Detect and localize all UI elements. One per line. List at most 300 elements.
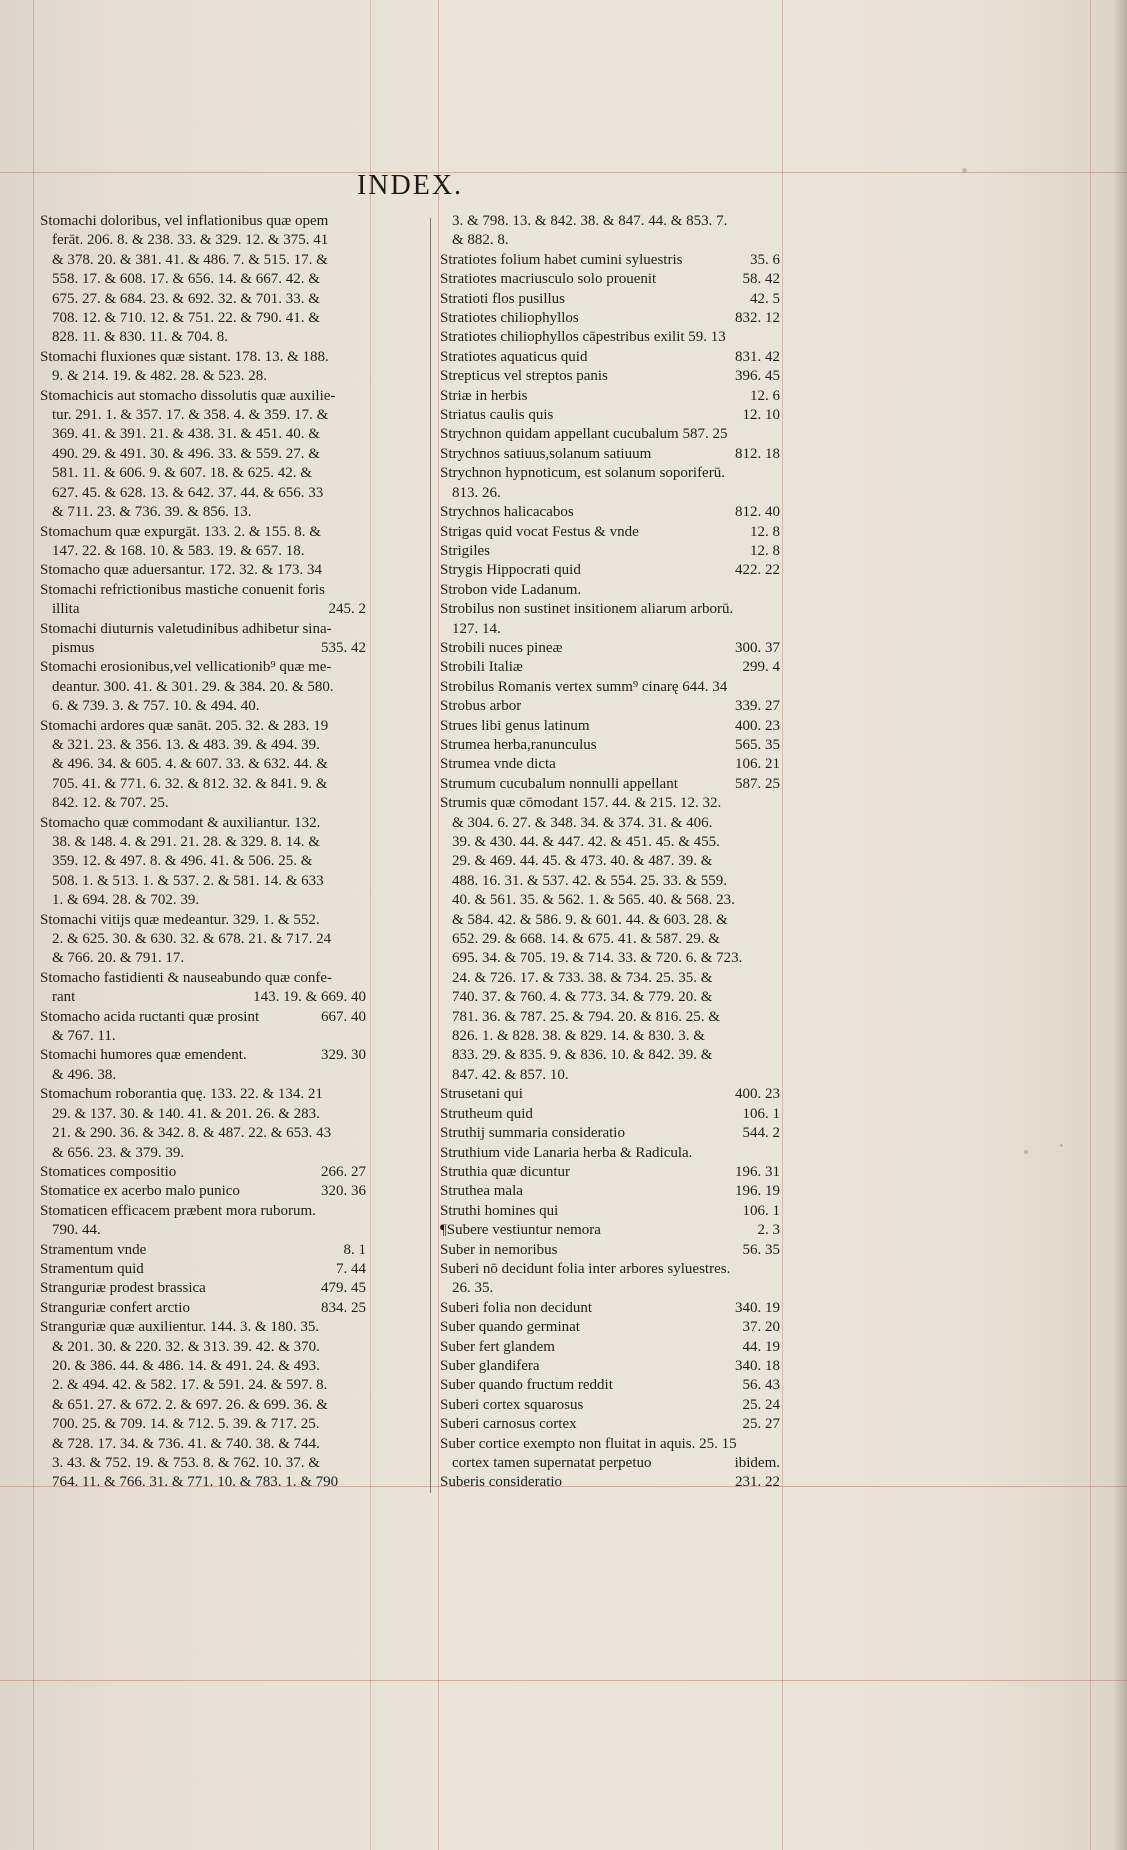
index-column-right <box>440 212 780 1493</box>
index-line <box>440 1241 780 1260</box>
page-reference: 667. 40 <box>321 1008 366 1025</box>
index-line-text: Stomachi refrictionibus mastiche conuenit foris <box>40 581 325 598</box>
page-reference: 245. 2 <box>328 601 366 618</box>
index-line <box>440 387 780 406</box>
index-line-text: Stomachum roborantia quę. 133. 22. & 134. 21 <box>40 1086 323 1103</box>
index-entry <box>440 1415 780 1434</box>
index-line-text: Strusetani qui <box>440 1086 523 1103</box>
index-line-text: 700. 25. & 709. 14. & 712. 5. 39. & 717. 25. <box>52 1416 320 1433</box>
index-line-text: 790. 44. <box>52 1222 101 1239</box>
index-line-text: cortex tamen supernatat perpetuo <box>452 1455 652 1471</box>
index-line-text: ferāt. 206. 8. & 238. 33. & 329. 12. & 375. 41 <box>52 232 329 249</box>
page-reference: 300. 37 <box>735 639 780 656</box>
index-line <box>40 445 366 464</box>
index-line-text: Stomachi diuturnis valetudinibus adhibetur sina- <box>40 620 332 637</box>
index-line-text: Suber glandifera <box>440 1357 540 1374</box>
index-line-text: 627. 45. & 628. 13. & 642. 37. 44. & 656. 33 <box>52 484 324 501</box>
index-line <box>40 581 366 600</box>
index-entry <box>40 1299 366 1318</box>
index-line <box>440 697 780 716</box>
index-line-text: & 496. 38. <box>52 1066 117 1083</box>
index-entry <box>40 1279 366 1298</box>
index-entry <box>440 328 780 347</box>
index-line-text: Stratiotes chiliophyllos <box>440 310 579 327</box>
index-entry <box>440 639 780 658</box>
index-entry <box>440 1144 780 1163</box>
index-entry <box>440 406 780 425</box>
index-line <box>40 464 366 483</box>
page-reference: 422. 22 <box>735 562 780 579</box>
index-entry <box>40 1318 366 1493</box>
index-line <box>40 1144 366 1163</box>
page-reference: 143. 19. & 669. 40 <box>253 989 366 1006</box>
index-line <box>440 852 780 871</box>
index-line-text: Stomatice ex acerbo malo punico <box>40 1183 240 1200</box>
index-line-text: 764. 11. & 766. 31. & 771. 10. & 783. 1. & 790 <box>52 1474 339 1491</box>
index-line <box>40 1124 366 1143</box>
index-line <box>440 1202 780 1221</box>
index-line-text: 705. 41. & 771. 6. 32. & 812. 32. & 841. 9. & <box>52 775 328 792</box>
index-line <box>40 775 366 794</box>
index-line <box>40 1473 366 1492</box>
page-reference: 58. 42 <box>742 271 780 288</box>
index-line-text: 842. 12. & 707. 25. <box>52 795 169 812</box>
index-line-text: deantur. 300. 41. & 301. 29. & 384. 20. & 580. <box>52 678 334 695</box>
index-line-text: & 496. 34. & 605. 4. & 607. 33. & 632. 44. & <box>52 756 328 773</box>
index-line-text: 127. 14. <box>452 620 501 637</box>
index-line-text: Suber quando germinat <box>440 1319 580 1336</box>
page-reference: ibidem. <box>734 1455 780 1471</box>
index-line <box>40 1085 366 1104</box>
index-entry <box>440 1182 780 1201</box>
index-line-text: 29. & 469. 44. 45. & 473. 40. & 487. 39. & <box>452 853 713 870</box>
index-entry <box>440 600 780 639</box>
index-entry <box>440 1105 780 1124</box>
index-line-text: 781. 36. & 787. 25. & 794. 20. & 816. 25. & <box>452 1008 720 1025</box>
index-line <box>40 1046 366 1065</box>
index-line-text: Stranguriæ confert arctio <box>40 1299 190 1316</box>
index-line-text: Stratiotes folium habet cumini syluestris <box>440 251 683 268</box>
index-line-text: Suberi nō decidunt folia inter arbores syluestres. <box>440 1260 731 1277</box>
index-line <box>440 814 780 833</box>
page-reference: 544. 2 <box>742 1125 780 1142</box>
index-line <box>440 523 780 542</box>
index-line <box>40 814 366 833</box>
index-line-text: & 651. 27. & 672. 2. & 697. 26. & 699. 36. & <box>52 1396 328 1413</box>
index-line-text: & 882. 8. <box>452 232 509 249</box>
ink-spot <box>1060 1144 1063 1147</box>
index-line <box>40 988 366 1007</box>
index-line-text: & 304. 6. 27. & 348. 34. & 374. 31. & 406. <box>452 814 713 831</box>
index-line <box>40 949 366 968</box>
index-entry <box>40 814 366 911</box>
page-reference: 106. 21 <box>735 756 780 773</box>
index-entry <box>440 755 780 774</box>
index-line <box>440 872 780 891</box>
ruled-line-footer <box>0 1680 1127 1681</box>
index-entry <box>440 251 780 270</box>
index-line-text: Suberi folia non decidunt <box>440 1299 593 1316</box>
index-line <box>440 755 780 774</box>
index-line <box>440 1163 780 1182</box>
index-line-text: illita <box>52 601 80 618</box>
index-line-text: Stomachum quæ expurgāt. 133. 2. & 155. 8. & <box>40 523 321 540</box>
page-reference: 340. 18 <box>735 1357 780 1374</box>
index-line-text: Struthij summaria consideratio <box>440 1125 625 1142</box>
index-line <box>40 1182 366 1201</box>
index-line <box>440 367 780 386</box>
index-entry <box>440 464 780 503</box>
index-line-text: & 378. 20. & 381. 41. & 486. 7. & 515. 17. & <box>52 251 328 268</box>
index-entry <box>440 1338 780 1357</box>
index-line <box>40 309 366 328</box>
index-line-text: rant <box>52 989 76 1006</box>
index-column-left <box>40 212 366 1493</box>
index-entry <box>440 542 780 561</box>
index-line-text: tur. 291. 1. & 357. 17. & 358. 4. & 359. 17. & <box>52 407 329 424</box>
index-entry <box>440 503 780 522</box>
index-line <box>440 1066 780 1085</box>
index-entry <box>440 775 780 794</box>
index-line-text: Stomatices compositio <box>40 1163 177 1180</box>
index-line <box>440 1260 780 1279</box>
index-line-text: Suber cortice exempto non fluitat in aquis. 25. 15 <box>440 1435 737 1452</box>
index-line <box>40 1357 366 1376</box>
index-line-text: 21. & 290. 36. & 342. 8. & 487. 22. & 653. 43 <box>52 1125 332 1142</box>
index-line <box>440 309 780 328</box>
index-line <box>440 639 780 658</box>
index-line-text: & 728. 17. 34. & 736. 41. & 740. 38. & 744. <box>52 1435 320 1452</box>
index-line <box>440 658 780 677</box>
index-line <box>440 775 780 794</box>
index-entry <box>440 1085 780 1104</box>
index-entry <box>440 581 780 600</box>
index-line-text: 813. 26. <box>452 484 501 501</box>
index-line-text: 675. 27. & 684. 23. & 692. 32. & 701. 33. & <box>52 290 320 307</box>
page-reference: 565. 35 <box>735 736 780 753</box>
page-reference: 12. 10 <box>742 407 780 424</box>
page-reference: 479. 45 <box>321 1280 366 1297</box>
index-entry <box>440 523 780 542</box>
page-reference: 42. 5 <box>750 290 780 307</box>
index-line-text: Strues libi genus latinum <box>440 717 590 734</box>
index-entry <box>40 1163 366 1182</box>
index-line <box>440 1396 780 1415</box>
index-entry <box>440 1473 780 1492</box>
index-line-text: Striæ in herbis <box>440 387 528 404</box>
page-reference: 8. 1 <box>343 1241 366 1258</box>
index-line-text: Stratiotes chiliophyllos cāpestribus exilit 59. 13 <box>440 329 726 346</box>
index-line <box>440 911 780 930</box>
index-entry <box>440 348 780 367</box>
page-reference: 299. 4 <box>742 659 780 676</box>
index-line <box>40 1435 366 1454</box>
index-line-text: 38. & 148. 4. & 291. 21. 28. & 329. 8. 14. & <box>52 834 320 850</box>
index-line-text: Stratiotes aquaticus quid <box>440 348 588 365</box>
index-line-text: & 767. 11. <box>52 1028 116 1045</box>
index-line-text: Strobon vide Ladanum. <box>440 581 582 598</box>
index-line <box>40 1396 366 1415</box>
index-line-text: pismus <box>52 639 95 656</box>
index-line <box>40 231 366 250</box>
index-entry <box>440 1299 780 1318</box>
index-entry <box>40 658 366 716</box>
page-reference: 231. 22 <box>735 1474 780 1491</box>
index-line-text: 39. & 430. 44. & 447. 42. & 451. 45. & 455. <box>452 834 720 850</box>
index-line-text: 652. 29. & 668. 14. & 675. 41. & 587. 29. & <box>452 931 720 948</box>
index-line-text: 147. 22. & 168. 10. & 583. 19. & 657. 18. <box>52 542 305 559</box>
page-reference: 106. 1 <box>742 1202 780 1219</box>
page-reference: 106. 1 <box>742 1105 780 1122</box>
index-line <box>40 930 366 949</box>
index-line-text: Strobili Italiæ <box>440 659 523 676</box>
index-line <box>40 367 366 386</box>
index-line-text: 20. & 386. 44. & 486. 14. & 491. 24. & 493. <box>52 1357 320 1374</box>
index-line <box>440 251 780 270</box>
column-divider <box>430 218 431 1493</box>
index-line <box>440 1008 780 1027</box>
index-line <box>440 503 780 522</box>
index-entry <box>440 1163 780 1182</box>
index-line-text: Stomacho acida ructanti quæ prosint <box>40 1008 260 1025</box>
index-line-text: Strobilus non sustinet insitionem aliarum arborū. <box>440 601 734 618</box>
page-reference: 2. 3 <box>757 1222 780 1239</box>
index-entry <box>440 425 780 444</box>
index-line <box>40 911 366 930</box>
index-entry <box>40 561 366 580</box>
index-line-text: Stratioti flos pusillus <box>440 290 566 307</box>
index-line <box>440 328 780 347</box>
index-entry <box>440 717 780 736</box>
index-line-text: 558. 17. & 608. 17. & 656. 14. & 667. 42. & <box>52 271 320 288</box>
index-line-text: & 711. 23. & 736. 39. & 856. 13. <box>52 504 252 521</box>
index-line-text: Stratiotes macriusculo solo prouenit <box>440 271 657 288</box>
index-line-text: Struthea mala <box>440 1183 523 1200</box>
index-line <box>40 290 366 309</box>
index-entry <box>40 1085 366 1163</box>
index-entry <box>440 678 780 697</box>
index-line-text: 708. 12. & 710. 12. & 751. 22. & 790. 41. & <box>52 310 320 327</box>
index-line <box>40 1066 366 1085</box>
ruled-gutter-right <box>438 0 439 1850</box>
index-entry <box>440 1241 780 1260</box>
index-line <box>40 678 366 697</box>
index-line <box>40 755 366 774</box>
index-line-text: 508. 1. & 513. 1. & 537. 2. & 581. 14. & 633 <box>52 872 324 889</box>
index-line <box>440 833 780 852</box>
index-line <box>40 1454 366 1473</box>
index-line-text: 1. & 694. 28. & 702. 39. <box>52 892 200 909</box>
index-line-text: Stomachi fluxiones quæ sistant. 178. 13. & 188. <box>40 348 329 365</box>
page-reference: 44. 19 <box>742 1338 780 1355</box>
page-reference: 340. 19 <box>735 1299 780 1316</box>
page-reference: 196. 19 <box>735 1183 780 1200</box>
index-line <box>440 1415 780 1434</box>
index-line <box>440 600 780 619</box>
index-entry <box>40 1260 366 1279</box>
index-line-text: & 201. 30. & 220. 32. & 313. 39. 42. & 370. <box>52 1338 320 1355</box>
index-entry <box>40 1182 366 1201</box>
index-entry <box>440 1221 780 1240</box>
page-edge-shadow <box>1113 0 1127 1850</box>
index-line-text: ¶Subere vestiuntur nemora <box>440 1222 601 1239</box>
index-line-text: Strobilus Romanis vertex summ⁹ cinarę 644. 34 <box>440 678 728 695</box>
index-line <box>40 1221 366 1240</box>
index-line <box>440 1124 780 1143</box>
index-line <box>440 290 780 309</box>
index-line-text: Strychnos satiuus,solanum satiuum <box>440 445 652 462</box>
page-reference: 832. 12 <box>735 310 780 327</box>
index-line-text: Strobus arbor <box>440 698 522 715</box>
index-line <box>440 1279 780 1298</box>
index-line-text: Strobili nuces pineæ <box>440 639 563 656</box>
index-line-text: Stranguriæ prodest brassica <box>40 1280 206 1297</box>
index-line-text: Stomachi ardores quæ sanāt. 205. 32. & 283. 19 <box>40 717 329 734</box>
index-line <box>440 1357 780 1376</box>
index-line-text: Strychnon hypnoticum, est solanum soporiferū. <box>440 465 725 482</box>
index-line <box>440 717 780 736</box>
index-line <box>440 212 780 231</box>
index-line <box>440 1221 780 1240</box>
index-line <box>40 1163 366 1182</box>
page-reference: 7. 44 <box>336 1260 366 1277</box>
index-line <box>440 1435 780 1454</box>
index-entry <box>440 445 780 464</box>
index-line-text: Strigas quid vocat Festus & vnde <box>440 523 639 540</box>
index-line <box>440 484 780 503</box>
index-line-text: 2. & 494. 42. & 582. 17. & 591. 24. & 597. 8. <box>52 1377 328 1394</box>
index-entry <box>40 387 366 523</box>
page-reference: 56. 43 <box>742 1377 780 1394</box>
index-line-text: Stramentum quid <box>40 1260 144 1277</box>
index-line-text: 740. 37. & 760. 4. & 773. 34. & 779. 20. & <box>452 989 713 1006</box>
index-line-text: & 766. 20. & 791. 17. <box>52 950 185 967</box>
index-line-text: Stomachi vitijs quæ medeantur. 329. 1. & 552. <box>40 911 320 928</box>
page-reference: 396. 45 <box>735 368 780 385</box>
index-line-text: Suber in nemoribus <box>440 1241 558 1258</box>
index-line <box>40 328 366 347</box>
index-entry <box>40 1202 366 1241</box>
page-reference: 400. 23 <box>735 1086 780 1103</box>
index-line <box>40 212 366 231</box>
index-line <box>40 1008 366 1027</box>
index-line <box>440 969 780 988</box>
page-title: INDEX. <box>356 170 464 201</box>
ruled-outer-margin <box>1090 0 1091 1850</box>
page-reference: 320. 36 <box>321 1183 366 1200</box>
index-entry <box>440 387 780 406</box>
index-line <box>40 348 366 367</box>
page-reference: 329. 30 <box>321 1047 366 1064</box>
index-line <box>40 1376 366 1395</box>
index-entry <box>440 270 780 289</box>
page-reference: 339. 27 <box>735 698 780 715</box>
index-line-text: Stomachi humores quæ emendent. <box>40 1047 247 1064</box>
page-reference: 834. 25 <box>321 1299 366 1316</box>
index-line <box>40 736 366 755</box>
page-reference: 535. 42 <box>321 639 366 656</box>
index-line <box>40 1299 366 1318</box>
index-line-text: Striatus caulis quis <box>440 407 554 424</box>
page-reference: 812. 40 <box>735 504 780 521</box>
index-line <box>40 1027 366 1046</box>
index-line <box>440 1454 780 1473</box>
index-line-text: Stomacho quæ commodant & auxiliantur. 132. <box>40 814 321 831</box>
index-entry <box>40 581 366 620</box>
page-reference: 56. 35 <box>742 1241 780 1258</box>
index-line-text: Stomaticen efficacem præbent mora ruborum. <box>40 1202 316 1219</box>
index-line-text: Suber fert glandem <box>440 1338 555 1355</box>
index-line-text: Stomacho fastidienti & nauseabundo quæ confe- <box>40 969 333 986</box>
index-line <box>40 852 366 871</box>
index-line <box>440 581 780 600</box>
index-line <box>440 620 780 639</box>
index-line <box>440 988 780 1007</box>
index-line-text: Strumum cucubalum nonnulli appellant <box>440 775 678 792</box>
index-line-text: Strutheum quid <box>440 1105 533 1122</box>
page-reference: 196. 31 <box>735 1163 780 1180</box>
index-line <box>40 969 366 988</box>
index-entry <box>440 290 780 309</box>
index-entry <box>440 1454 780 1473</box>
index-entry <box>440 1396 780 1415</box>
index-line <box>440 1027 780 1046</box>
index-entry <box>440 1435 780 1454</box>
page-reference: 266. 27 <box>321 1163 366 1180</box>
index-line <box>440 445 780 464</box>
index-line <box>40 1318 366 1337</box>
index-line-text: 488. 16. 31. & 537. 42. & 554. 25. 33. & 559. <box>452 872 728 889</box>
index-line-text: 3. & 798. 13. & 842. 38. & 847. 44. & 853. 7. <box>452 213 728 229</box>
index-line-text: Strumea herba,ranunculus <box>440 736 597 753</box>
index-line-text: 359. 12. & 497. 8. & 496. 41. & 506. 25. & <box>52 853 313 870</box>
index-line <box>440 678 780 697</box>
index-line <box>440 542 780 561</box>
index-line <box>440 1085 780 1104</box>
index-line <box>40 833 366 852</box>
index-line <box>440 425 780 444</box>
index-line <box>40 658 366 677</box>
index-entry <box>440 1260 780 1299</box>
index-line-text: Stomachi erosionibus,vel vellicationib⁹ quæ me- <box>40 659 332 676</box>
page-reference: 37. 20 <box>742 1319 780 1336</box>
index-line-text: 9. & 214. 19. & 482. 28. & 523. 28. <box>52 368 268 385</box>
index-line-text: Struthi homines qui <box>440 1202 559 1219</box>
index-line-text: 2. & 625. 30. & 630. 32. & 678. 21. & 717. 24 <box>52 931 332 948</box>
index-entry <box>440 367 780 386</box>
index-line <box>440 270 780 289</box>
page-reference: 587. 25 <box>735 775 780 792</box>
index-entry <box>440 1318 780 1337</box>
ink-spot <box>962 168 967 173</box>
index-line <box>40 600 366 619</box>
index-line-text: Suberi cortex squarosus <box>440 1396 584 1413</box>
index-entry <box>440 658 780 677</box>
index-line-text: Strumis quæ cōmodant 157. 44. & 215. 12. 32. <box>440 795 722 812</box>
index-entry <box>40 348 366 387</box>
index-line <box>440 1376 780 1395</box>
index-line <box>40 891 366 910</box>
index-entry <box>40 1241 366 1260</box>
index-line-text: Strigiles <box>440 542 491 559</box>
index-line <box>440 1473 780 1492</box>
page-reference: 35. 6 <box>750 251 780 268</box>
index-line-text: Suberi carnosus cortex <box>440 1416 577 1433</box>
index-line <box>440 561 780 580</box>
index-entry <box>440 1124 780 1143</box>
ruled-margin-left <box>33 0 34 1850</box>
index-line-text: 3. 43. & 752. 19. & 753. 8. & 762. 10. 37. & <box>52 1455 320 1471</box>
